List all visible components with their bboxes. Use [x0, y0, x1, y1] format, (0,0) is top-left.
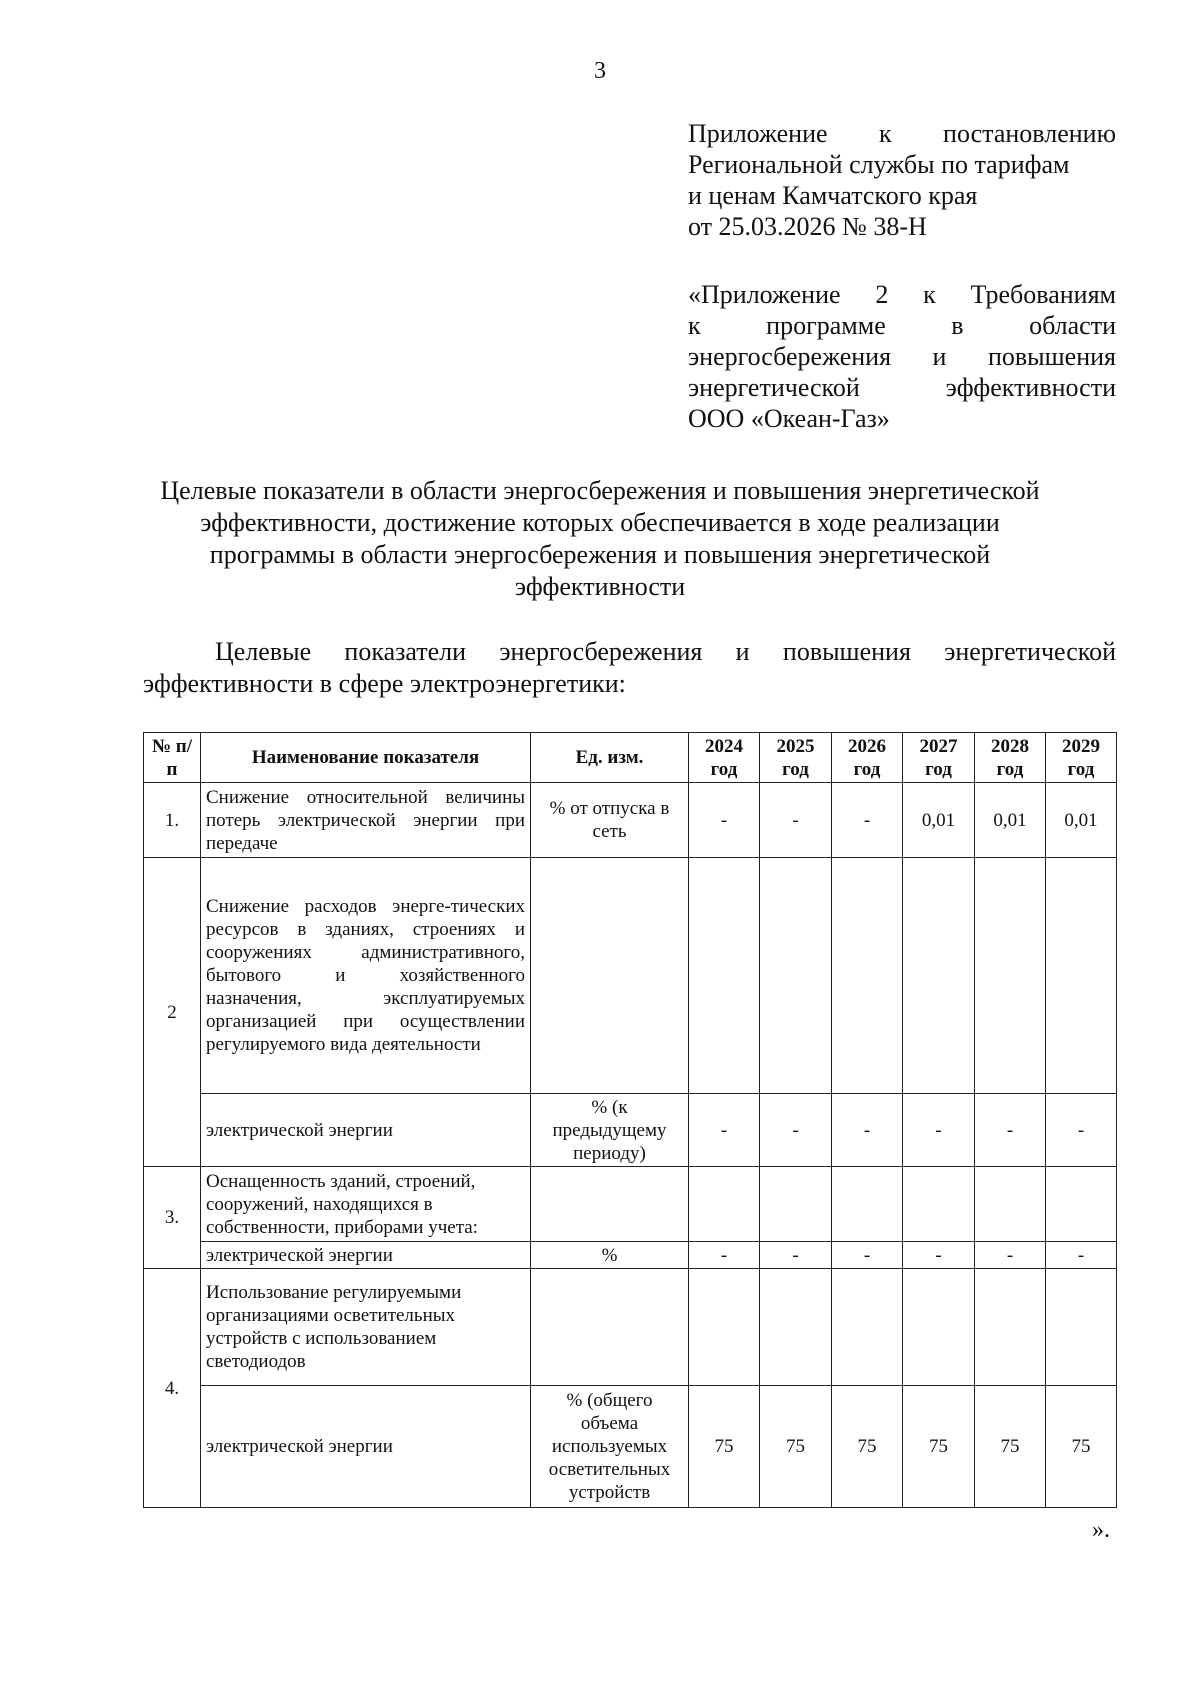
appendix-ref-line: энергетической эффективности	[688, 373, 1116, 402]
row-value: -	[1046, 1094, 1117, 1167]
appendix-line: Региональной службы по тарифам	[688, 150, 1070, 179]
table-row	[144, 858, 1117, 1094]
row-name: Снижение расходов энерге-тических ресурсов в зданиях, строениях и сооружениях административного, бытового и хозяйственного назначения, эксплуатируемых организацией при осуществлении регулируемого вида деятельности	[201, 858, 531, 1094]
appendix-line: от 25.03.2026 № 38-Н	[688, 212, 927, 241]
row-value: -	[760, 1094, 832, 1167]
empty-cell	[832, 1269, 903, 1386]
appendix-header	[688, 118, 1116, 242]
document-title	[130, 475, 1070, 603]
row-num: 3.	[144, 1167, 201, 1269]
table-subrow	[144, 1094, 1117, 1167]
row-value: -	[760, 783, 832, 858]
table-header-row	[144, 733, 1117, 783]
table-row	[144, 783, 1117, 858]
row-value: -	[975, 1242, 1046, 1269]
empty-cell	[760, 858, 832, 1094]
appendix-ref-line: ООО «Океан-Газ»	[688, 404, 890, 433]
empty-cell	[689, 1167, 760, 1242]
header-unit: Ед. изм.	[531, 733, 689, 783]
title-line: эффективности	[514, 572, 686, 601]
row-value: -	[832, 1242, 903, 1269]
title-line: Целевые показатели в области энергосбережения и повышения энергетической	[160, 476, 1040, 505]
subrow-name: электрической энергии	[201, 1094, 531, 1167]
row-num: 2	[144, 858, 201, 1167]
table-subrow	[144, 1386, 1117, 1508]
row-value: 75	[689, 1386, 760, 1508]
subrow-unit: % (общего объема используемых осветительных устройств	[531, 1386, 689, 1508]
appendix-reference	[688, 279, 1116, 434]
empty-cell	[1046, 1269, 1117, 1386]
row-value: -	[689, 1094, 760, 1167]
row-num: 1.	[144, 783, 201, 858]
table-subrow	[144, 1242, 1117, 1269]
subtitle-line-1: Целевые показатели энергосбережения и повышения энергетической	[215, 637, 1116, 666]
table-row	[144, 1167, 1117, 1242]
header-num: № п/п	[144, 733, 201, 783]
subrow-name: электрической энергии	[201, 1386, 531, 1508]
page-number: 3	[594, 58, 606, 84]
appendix-ref-line: «Приложение 2 к Требованиям	[688, 280, 1116, 309]
appendix-line: и ценам Камчатского края	[688, 181, 978, 210]
header-year: 2027 год	[903, 733, 975, 783]
indicators-table	[143, 732, 1117, 1508]
row-value: -	[689, 783, 760, 858]
subrow-unit: %	[531, 1242, 689, 1269]
row-name: Оснащенность зданий, строений, сооружений, находящихся в собственности, приборами учета:	[201, 1167, 531, 1242]
empty-cell	[903, 1269, 975, 1386]
appendix-line: Приложение к постановлению	[688, 119, 1116, 148]
subrow-unit: % (к предыдущему периоду)	[531, 1094, 689, 1167]
row-value: 0,01	[975, 783, 1046, 858]
row-value: 75	[975, 1386, 1046, 1508]
row-value: 75	[1046, 1386, 1117, 1508]
row-value: -	[975, 1094, 1046, 1167]
row-value: 75	[760, 1386, 832, 1508]
closing-quote: ».	[1092, 1517, 1110, 1543]
appendix-ref-line: энергосбережения и повышения	[688, 342, 1116, 371]
subrow-name: электрической энергии	[201, 1242, 531, 1269]
row-name: Снижение относительной величины потерь электрической энергии при передаче	[201, 783, 531, 858]
row-num: 4.	[144, 1269, 201, 1508]
empty-cell	[689, 858, 760, 1094]
title-line: программы в области энергосбережения и повышения энергетической	[209, 540, 991, 569]
row-value: 0,01	[903, 783, 975, 858]
table-row	[144, 1269, 1117, 1386]
empty-cell	[531, 858, 689, 1094]
row-name: Использование регулируемыми организациями осветительных устройств с использованием светодиодов	[201, 1269, 531, 1386]
appendix-ref-line: к программе в области	[688, 311, 1116, 340]
row-value: -	[903, 1242, 975, 1269]
row-value: -	[760, 1242, 832, 1269]
row-value: -	[832, 783, 903, 858]
empty-cell	[975, 1167, 1046, 1242]
row-value: -	[689, 1242, 760, 1269]
empty-cell	[975, 1269, 1046, 1386]
empty-cell	[531, 1269, 689, 1386]
header-year: 2024 год	[689, 733, 760, 783]
empty-cell	[689, 1269, 760, 1386]
empty-cell	[903, 858, 975, 1094]
empty-cell	[760, 1167, 832, 1242]
empty-cell	[903, 1167, 975, 1242]
row-value: 0,01	[1046, 783, 1117, 858]
header-name: Наименование показателя	[201, 733, 531, 783]
header-year: 2029 год	[1046, 733, 1117, 783]
subtitle-line-2: эффективности в сфере электроэнергетики:	[143, 669, 626, 698]
empty-cell	[531, 1167, 689, 1242]
header-year: 2028 год	[975, 733, 1046, 783]
empty-cell	[832, 858, 903, 1094]
empty-cell	[1046, 1167, 1117, 1242]
row-unit: % от отпуска в сеть	[531, 783, 689, 858]
header-year: 2026 год	[832, 733, 903, 783]
row-value: -	[832, 1094, 903, 1167]
row-value: -	[903, 1094, 975, 1167]
row-value: -	[1046, 1242, 1117, 1269]
empty-cell	[832, 1167, 903, 1242]
section-subtitle	[143, 636, 1116, 700]
empty-cell	[1046, 858, 1117, 1094]
title-line: эффективности, достижение которых обеспечивается в ходе реализации	[200, 508, 1000, 537]
header-year: 2025 год	[760, 733, 832, 783]
row-value: 75	[903, 1386, 975, 1508]
empty-cell	[975, 858, 1046, 1094]
row-value: 75	[832, 1386, 903, 1508]
empty-cell	[760, 1269, 832, 1386]
